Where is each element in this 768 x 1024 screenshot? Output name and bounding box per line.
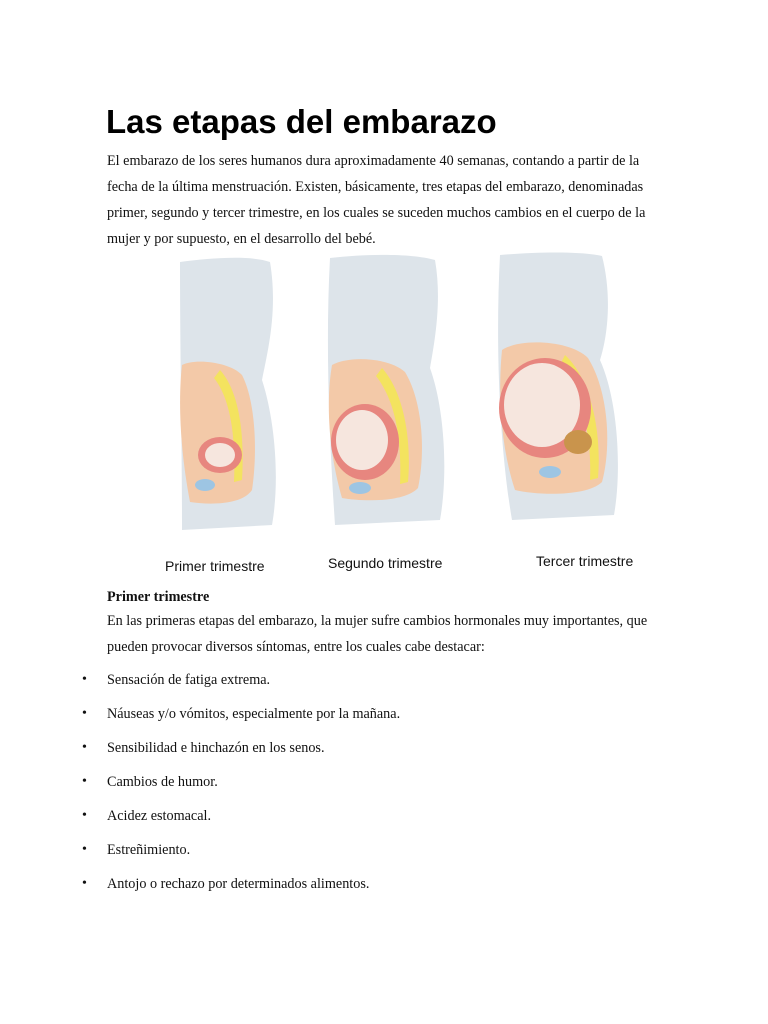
symptom-text: Náuseas y/o vómitos, especialmente por la mañana. [107,706,401,722]
symptom-text: Estreñimiento. [107,842,191,858]
trimester-figure [150,250,650,585]
stage-label-second: Segundo trimestre [328,555,443,571]
symptom-text: Acidez estomacal. [107,808,211,824]
section-paragraph: En las primeras etapas del embarazo, la mujer sufre cambios hormonales muy importantes, que pueden provocar diversos síntomas, entre los cuales cabe destacar: [107,613,648,655]
intro-paragraph: El embarazo de los seres humanos dura aproximadamente 40 semanas, contando a partir de la fecha de la última menstruación. Existen, básicamente, tres etapas del embarazo, denominadas primer, segundo y tercer trimestre, en los cuales se suceden muchos cambios en el cuerpo de la mujer y por supuesto, en el desarrollo del bebé. [107,153,646,247]
pregnancy-third-trimester-illustration [498,253,633,570]
bullet-icon: • [82,876,87,891]
symptom-text: Sensibilidad e hinchazón en los senos. [107,740,325,756]
list-item [0,770,768,804]
list-item [0,668,768,702]
pregnancy-first-trimester-illustration [165,258,276,574]
pregnancy-second-trimester-illustration [328,255,444,571]
list-item [0,804,768,838]
stage-label-third: Tercer trimestre [536,553,634,569]
symptom-text: Antojo o rechazo por determinados alimentos. [107,876,370,892]
bullet-icon: • [82,740,87,755]
bullet-icon: • [82,842,87,857]
symptom-text: Sensación de fatiga extrema. [107,672,271,688]
bullet-icon: • [82,774,87,789]
page-title: Las etapas del embarazo [106,103,497,140]
list-item [0,838,768,872]
trimester-illustrations [150,250,650,585]
bullet-icon: • [82,808,87,823]
list-item [0,702,768,736]
bullet-icon: • [82,672,87,687]
bullet-icon: • [82,706,87,721]
symptom-list [0,668,768,906]
list-item [0,736,768,770]
symptom-text: Cambios de humor. [107,774,218,790]
list-item [0,872,768,906]
stage-label-first: Primer trimestre [165,558,265,574]
section-heading: Primer trimestre [107,589,210,605]
